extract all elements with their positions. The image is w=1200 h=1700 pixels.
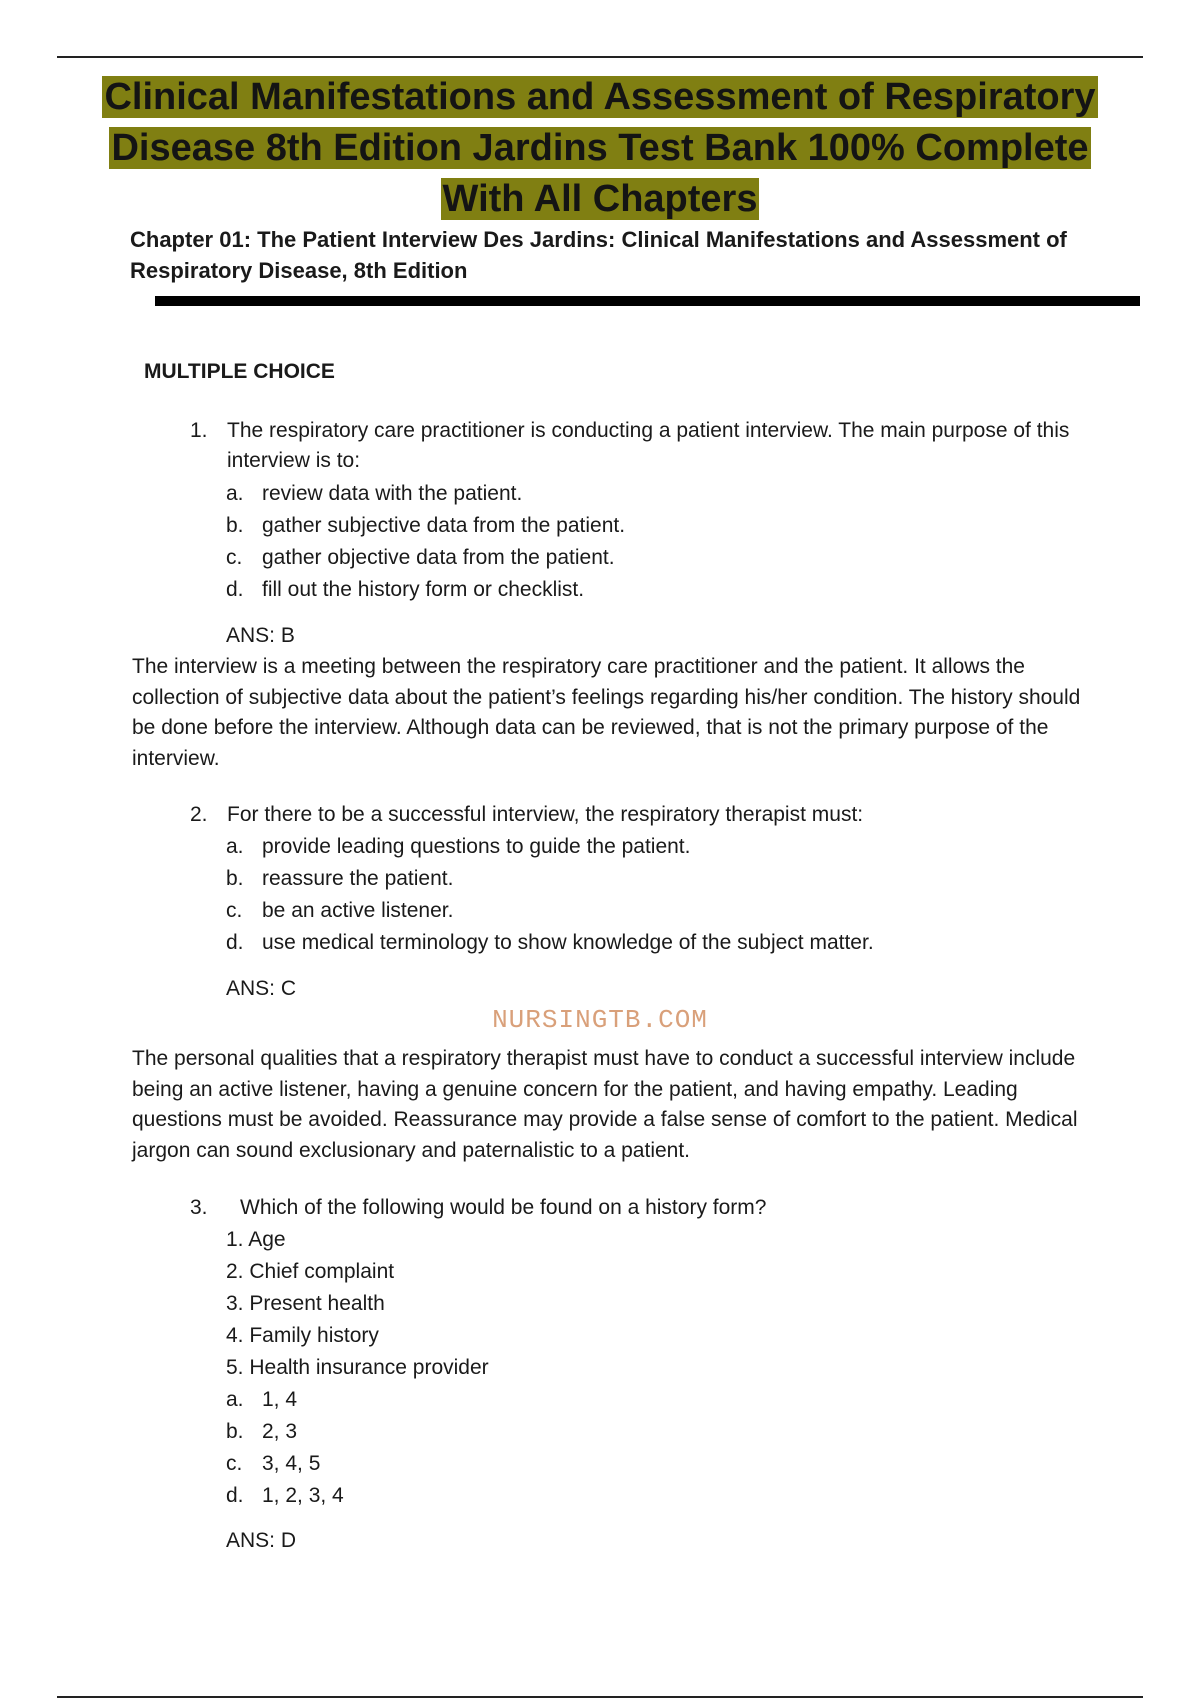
option-text: reassure the patient. bbox=[262, 867, 454, 890]
watermark: NURSINGTB.COM bbox=[492, 1005, 708, 1035]
question-number: 3. bbox=[190, 1196, 208, 1219]
section-heading: MULTIPLE CHOICE bbox=[144, 360, 335, 383]
option-letter: a. bbox=[226, 1388, 244, 1411]
bottom-rule bbox=[57, 1696, 1143, 1698]
answer-key: ANS: B bbox=[226, 624, 295, 647]
question-stem: Which of the following would be found on a history form? bbox=[240, 1196, 767, 1219]
question-number: 1. bbox=[190, 419, 208, 442]
option-letter: d. bbox=[226, 931, 244, 954]
list-item: 3. Present health bbox=[226, 1292, 385, 1315]
option-letter: a. bbox=[226, 835, 244, 858]
question-stem: The respiratory care practitioner is conducting a patient interview. The main purpose of this interview is to: bbox=[227, 419, 1070, 472]
option-text: fill out the history form or checklist. bbox=[262, 578, 585, 601]
option-letter: b. bbox=[226, 867, 244, 890]
option-text: provide leading questions to guide the patient. bbox=[262, 835, 691, 858]
option-text: use medical terminology to show knowledge of the subject matter. bbox=[262, 931, 874, 954]
title-line-3: With All Chapters bbox=[442, 178, 758, 220]
heading-divider bbox=[155, 296, 1140, 306]
answer-key: ANS: D bbox=[226, 1529, 297, 1552]
list-item: 5. Health insurance provider bbox=[226, 1356, 489, 1379]
question-number: 2. bbox=[190, 803, 208, 826]
option-text: gather subjective data from the patient. bbox=[262, 514, 626, 537]
option-letter: b. bbox=[226, 514, 244, 537]
option-letter: c. bbox=[226, 1452, 243, 1475]
answer-key: ANS: C bbox=[226, 977, 297, 1000]
document-title bbox=[100, 72, 1100, 225]
list-item: 2. Chief complaint bbox=[226, 1260, 395, 1283]
rationale: The interview is a meeting between the respiratory care practitioner and the patient. It allows the collection of subjective data about the patient’s feelings regarding his/her condition. The history should be done before the interview. Although data can be reviewed, that is not the primary purpose of the interview. bbox=[132, 655, 1081, 770]
option-text: be an active listener. bbox=[262, 899, 454, 922]
option-letter: c. bbox=[226, 899, 243, 922]
option-text: 1, 4 bbox=[262, 1388, 298, 1411]
top-rule bbox=[57, 56, 1143, 58]
option-text: 2, 3 bbox=[262, 1420, 298, 1443]
question-stem: For there to be a successful interview, the respiratory therapist must: bbox=[227, 803, 864, 826]
rationale: The personal qualities that a respiratory therapist must have to conduct a successful interview include being an active listener, having a genuine concern for the patient, and having empathy. Leading questions must be avoided. Reassurance may provide a false sense of comfort to the patient. Medical jargon can sound exclusionary and paternalistic to a patient. bbox=[132, 1047, 1078, 1162]
option-text: gather objective data from the patient. bbox=[262, 546, 615, 569]
list-item: 4. Family history bbox=[226, 1324, 379, 1347]
option-text: 1, 2, 3, 4 bbox=[262, 1484, 344, 1507]
option-letter: d. bbox=[226, 578, 244, 601]
option-text: 3, 4, 5 bbox=[262, 1452, 321, 1475]
option-text: review data with the patient. bbox=[262, 482, 523, 505]
option-letter: a. bbox=[226, 482, 244, 505]
title-line-1: Clinical Manifestations and Assessment of Respiratory bbox=[104, 76, 1096, 118]
title-line-2: Disease 8th Edition Jardins Test Bank 100% Complete bbox=[111, 127, 1089, 169]
list-item: 1. Age bbox=[226, 1228, 286, 1251]
option-letter: c. bbox=[226, 546, 243, 569]
chapter-heading: Chapter 01: The Patient Interview Des Jardins: Clinical Manifestations and Assessment of Respiratory Disease, 8th Edition bbox=[130, 227, 1067, 283]
question-1 bbox=[0, 416, 1200, 476]
option-letter: b. bbox=[226, 1420, 244, 1443]
option-letter: d. bbox=[226, 1484, 244, 1507]
